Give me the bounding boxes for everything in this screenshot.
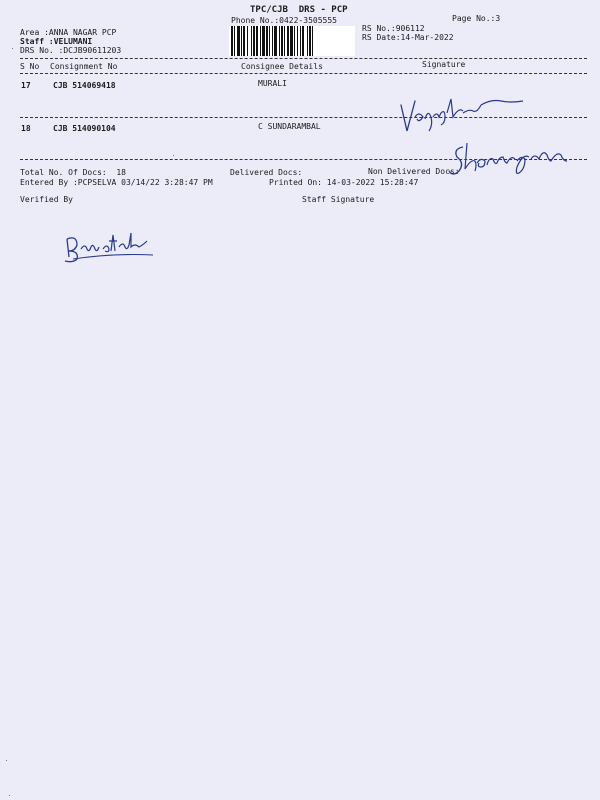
barcode-bar xyxy=(266,26,268,56)
scan-speck xyxy=(12,48,13,49)
barcode xyxy=(229,26,355,56)
verified-by-label: Verified By xyxy=(20,195,73,204)
rs-date: RS Date:14-Mar-2022 xyxy=(362,33,454,42)
barcode-bar xyxy=(302,26,304,56)
col-sno: S No xyxy=(20,62,40,71)
row-consignee: MURALI xyxy=(258,79,287,88)
barcode-bar xyxy=(309,26,311,56)
barcode-bar xyxy=(300,26,301,56)
barcode-bar xyxy=(287,26,289,56)
barcode-bar xyxy=(281,26,283,56)
barcode-bar xyxy=(234,26,235,56)
col-consignee: Consignee Details xyxy=(241,62,323,71)
col-signature: Signature xyxy=(422,60,466,69)
scan-speck xyxy=(9,795,10,796)
row-sno: 18 xyxy=(21,124,31,133)
printed-on: Printed On: 14-03-2022 15:28:47 xyxy=(269,178,419,187)
row-consignment: CJB 514090104 xyxy=(53,124,116,133)
scan-speck xyxy=(6,760,7,761)
barcode-bar xyxy=(307,26,308,56)
row-consignment: CJB 514069418 xyxy=(53,81,116,90)
barcode-bar xyxy=(260,26,261,56)
area-label: Area :ANNA NAGAR PCP xyxy=(20,28,117,37)
delivered-docs: Delivered Docs: xyxy=(230,168,303,177)
total-docs: Total No. Of Docs: 18 xyxy=(20,168,126,177)
row-consignee: C SUNDARAMBAL xyxy=(258,122,321,131)
barcode-bar xyxy=(237,26,240,56)
barcode-bar xyxy=(243,26,245,56)
barcode-bar xyxy=(279,26,280,56)
barcode-bar xyxy=(269,26,270,56)
phone-number: Phone No.:0422-3505555 xyxy=(231,16,337,25)
col-consignment: Consignment No xyxy=(50,62,118,71)
barcode-bar xyxy=(241,26,242,56)
barcode-bar xyxy=(256,26,258,56)
barcode-bar xyxy=(290,26,293,56)
divider-top xyxy=(20,58,587,59)
barcode-bar xyxy=(294,26,295,56)
page-number: Page No.:3 xyxy=(452,14,501,23)
report-title: TPC/CJB DRS - PCP xyxy=(250,5,348,15)
barcode-bar xyxy=(274,26,277,56)
barcode-bar xyxy=(284,26,285,56)
barcode-bar xyxy=(297,26,298,56)
barcode-bar xyxy=(272,26,273,56)
staff-signature-label: Staff Signature xyxy=(302,195,375,204)
drs-number: DRS No. :DCJB90611203 xyxy=(20,46,122,55)
barcode-bar xyxy=(251,26,252,56)
staff-label: Staff :VELUMANI xyxy=(20,37,93,46)
barcode-bar xyxy=(262,26,265,56)
non-delivered-docs: Non Delivered Docs: xyxy=(368,167,460,176)
barcode-bar xyxy=(247,26,248,56)
entered-by: Entered By :PCPSELVA 03/14/22 3:28:47 PM xyxy=(20,178,213,187)
barcode-bar xyxy=(312,26,313,56)
barcode-bar xyxy=(231,26,233,56)
row-sno: 17 xyxy=(21,81,31,90)
rs-number: RS No.:906112 xyxy=(362,24,425,33)
barcode-bar xyxy=(253,26,255,56)
signature-verifier xyxy=(44,210,163,265)
scan-speck xyxy=(173,155,174,156)
